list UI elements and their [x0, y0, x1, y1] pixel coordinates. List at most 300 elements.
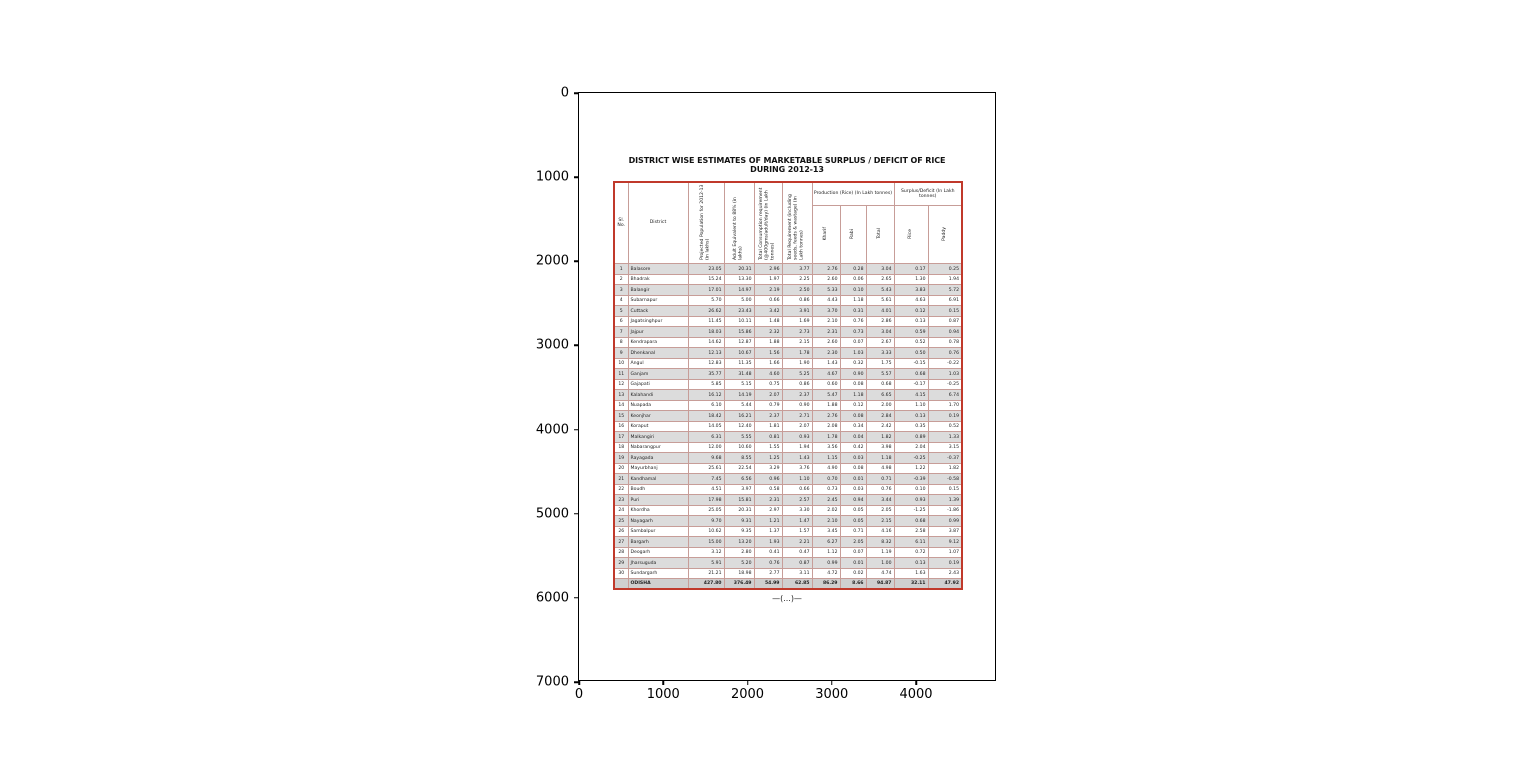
table-row [614, 295, 962, 306]
value-cell: 1.43 [812, 358, 840, 369]
value-cell: 2.37 [782, 390, 812, 401]
value-cell: 0.01 [840, 474, 866, 485]
district-cell: Balasore [628, 264, 688, 275]
value-cell: 0.76 [754, 558, 782, 569]
table-row [614, 568, 962, 579]
value-cell: 0.93 [782, 432, 812, 443]
col-header-total-consumption [754, 182, 782, 264]
value-cell: 1.97 [754, 274, 782, 285]
table-row [614, 369, 962, 380]
value-cell: 3.98 [866, 442, 894, 453]
table-row [614, 274, 962, 285]
value-cell: 14.97 [724, 285, 754, 296]
value-cell: 4.16 [866, 526, 894, 537]
value-cell: 19 [614, 453, 628, 464]
value-cell: 2.32 [754, 327, 782, 338]
value-cell: 3.12 [688, 547, 724, 558]
value-cell: 2.80 [724, 547, 754, 558]
table-header [614, 182, 962, 264]
value-cell: 0.71 [866, 474, 894, 485]
value-cell: 13 [614, 390, 628, 401]
value-cell: 3.45 [812, 526, 840, 537]
value-cell: -1.86 [928, 505, 962, 516]
value-cell: 8.55 [724, 453, 754, 464]
value-cell: 10.67 [724, 348, 754, 359]
value-cell: 0.87 [782, 558, 812, 569]
district-cell: Sundargarh [628, 568, 688, 579]
value-cell: 28 [614, 547, 628, 558]
value-cell: 4.67 [812, 369, 840, 380]
x-tick-mark [578, 680, 580, 685]
value-cell: 1.00 [866, 558, 894, 569]
table-row [614, 547, 962, 558]
value-cell: 0.05 [840, 516, 866, 527]
value-cell: 2.37 [754, 411, 782, 422]
value-cell: 0.76 [840, 316, 866, 327]
table-row [614, 358, 962, 369]
col-header-rabi-label: Rabi [850, 228, 856, 239]
value-cell: 1.88 [754, 337, 782, 348]
value-cell: 2.25 [782, 274, 812, 285]
value-cell: 2.67 [866, 337, 894, 348]
table-row [614, 306, 962, 317]
value-cell: 20 [614, 463, 628, 474]
value-cell: 15.00 [688, 537, 724, 548]
value-cell: 9.68 [688, 453, 724, 464]
district-cell: Puri [628, 495, 688, 506]
value-cell: 2 [614, 274, 628, 285]
value-cell: 7 [614, 327, 628, 338]
value-cell: 2.73 [782, 327, 812, 338]
value-cell: 0.32 [840, 358, 866, 369]
value-cell: 27 [614, 537, 628, 548]
value-cell: 11.45 [688, 316, 724, 327]
value-cell: 1.37 [754, 526, 782, 537]
y-tick-label: 6000 [535, 590, 569, 606]
value-cell: 1.12 [812, 547, 840, 558]
value-cell: 1.19 [866, 547, 894, 558]
value-cell: 26.62 [688, 306, 724, 317]
value-cell: 0.79 [754, 400, 782, 411]
value-cell: 5.61 [866, 295, 894, 306]
value-cell: 32.11 [894, 579, 928, 590]
value-cell: 2.77 [754, 568, 782, 579]
value-cell: 8.32 [866, 537, 894, 548]
x-tick-label: 3000 [815, 687, 849, 702]
value-cell: 3.29 [754, 463, 782, 474]
district-cell: Subarnapur [628, 295, 688, 306]
value-cell: 16.12 [688, 390, 724, 401]
value-cell: 15.81 [724, 495, 754, 506]
value-cell: 4 [614, 295, 628, 306]
value-cell: 54.99 [754, 579, 782, 590]
value-cell: 0.58 [754, 484, 782, 495]
value-cell: 0.59 [894, 327, 928, 338]
value-cell: -0.25 [928, 379, 962, 390]
col-header-kharif [812, 206, 840, 264]
value-cell: 2.45 [812, 495, 840, 506]
y-tick-label: 2000 [535, 253, 569, 269]
value-cell: 26 [614, 526, 628, 537]
col-header-rice [894, 206, 928, 264]
y-tick-label: 3000 [535, 337, 569, 353]
value-cell: 10.62 [688, 526, 724, 537]
value-cell: 1.10 [782, 474, 812, 485]
value-cell: 0.12 [840, 400, 866, 411]
district-cell: Angul [628, 358, 688, 369]
value-cell: 0.07 [840, 337, 866, 348]
table-row [614, 484, 962, 495]
value-cell: 8 [614, 337, 628, 348]
district-cell: Kandhamal [628, 474, 688, 485]
value-cell: 6.91 [928, 295, 962, 306]
value-cell: 0.13 [894, 411, 928, 422]
value-cell: 3.76 [782, 463, 812, 474]
value-cell: 47.92 [928, 579, 962, 590]
district-cell: Jajpur [628, 327, 688, 338]
value-cell: 427.80 [688, 579, 724, 590]
col-header-total-requirement-label: Total Requirement (including seeds, feeds & wastage) (in Lakh tonnes) [788, 193, 805, 260]
y-tick-mark [574, 429, 579, 431]
district-cell: Rayagada [628, 453, 688, 464]
value-cell: 18.03 [688, 327, 724, 338]
value-cell: 376.49 [724, 579, 754, 590]
value-cell: 0.12 [894, 306, 928, 317]
value-cell: 1.88 [812, 400, 840, 411]
x-tick-mark [747, 680, 749, 685]
value-cell: 2.97 [754, 505, 782, 516]
value-cell: 14.05 [688, 421, 724, 432]
value-cell: -0.22 [928, 358, 962, 369]
value-cell: 62.85 [782, 579, 812, 590]
value-cell: 0.08 [840, 379, 866, 390]
value-cell: 12.40 [724, 421, 754, 432]
value-cell: 3.42 [754, 306, 782, 317]
value-cell: 4.43 [812, 295, 840, 306]
district-cell: Koraput [628, 421, 688, 432]
district-cell: Dhenkanal [628, 348, 688, 359]
value-cell: 9.70 [688, 516, 724, 527]
value-cell: 3.77 [782, 264, 812, 275]
value-cell: 3.56 [812, 442, 840, 453]
value-cell: 0.19 [928, 411, 962, 422]
value-cell: 4.63 [894, 295, 928, 306]
value-cell: 14.62 [688, 337, 724, 348]
value-cell: -0.17 [894, 379, 928, 390]
value-cell: 1 [614, 264, 628, 275]
value-cell: 2.05 [866, 505, 894, 516]
y-tick-label: 1000 [535, 169, 569, 185]
value-cell: 5.25 [782, 369, 812, 380]
table-row [614, 411, 962, 422]
col-header-projected-population [688, 182, 724, 264]
value-cell: 1.63 [894, 568, 928, 579]
value-cell: 25.61 [688, 463, 724, 474]
value-cell: 23 [614, 495, 628, 506]
value-cell: 0.78 [928, 337, 962, 348]
value-cell: 1.21 [754, 516, 782, 527]
value-cell: 3.70 [812, 306, 840, 317]
district-cell: Khordha [628, 505, 688, 516]
value-cell: 3 [614, 285, 628, 296]
table-body [614, 264, 962, 590]
value-cell: 2.07 [754, 390, 782, 401]
table-row [614, 453, 962, 464]
value-cell: 2.10 [812, 316, 840, 327]
value-cell: 10.60 [724, 442, 754, 453]
table-row [614, 526, 962, 537]
value-cell: 3.44 [866, 495, 894, 506]
value-cell: 0.70 [812, 474, 840, 485]
value-cell: 0.42 [840, 442, 866, 453]
value-cell: 1.57 [782, 526, 812, 537]
value-cell: 0.76 [928, 348, 962, 359]
value-cell: 29 [614, 558, 628, 569]
value-cell: 1.18 [866, 453, 894, 464]
value-cell: 3.04 [866, 264, 894, 275]
value-cell: 2.04 [894, 442, 928, 453]
value-cell: 12.87 [724, 337, 754, 348]
value-cell: 1.78 [812, 432, 840, 443]
table-row [614, 400, 962, 411]
col-header-total [866, 206, 894, 264]
district-cell: Ganjam [628, 369, 688, 380]
value-cell: 22 [614, 484, 628, 495]
table-row [614, 379, 962, 390]
value-cell: 5.33 [812, 285, 840, 296]
value-cell: 0.50 [894, 348, 928, 359]
value-cell: 15.86 [724, 327, 754, 338]
value-cell: 0.17 [894, 264, 928, 275]
value-cell: 0.90 [840, 369, 866, 380]
value-cell: 5.85 [688, 379, 724, 390]
value-cell: 9.12 [928, 537, 962, 548]
value-cell: 15 [614, 411, 628, 422]
value-cell: 0.05 [840, 505, 866, 516]
value-cell: 3.97 [724, 484, 754, 495]
value-cell: 0.86 [782, 379, 812, 390]
value-cell: 3.83 [894, 285, 928, 296]
value-cell: 0.86 [782, 295, 812, 306]
value-cell: 0.08 [840, 411, 866, 422]
x-tick-label: 4000 [899, 687, 933, 702]
value-cell: 5.57 [866, 369, 894, 380]
table-row [614, 316, 962, 327]
col-header-district [628, 182, 688, 264]
value-cell: 1.90 [782, 358, 812, 369]
value-cell: 0.13 [894, 316, 928, 327]
table-row [614, 421, 962, 432]
value-cell: 2.07 [782, 421, 812, 432]
value-cell: 0.99 [928, 516, 962, 527]
value-cell: 12 [614, 379, 628, 390]
footer-mark: —(...)— [772, 594, 802, 604]
value-cell: 5.72 [928, 285, 962, 296]
value-cell: 0.94 [840, 495, 866, 506]
value-cell: 4.60 [754, 369, 782, 380]
value-cell: 0.35 [894, 421, 928, 432]
district-cell: Gajapati [628, 379, 688, 390]
value-cell: 6.74 [928, 390, 962, 401]
value-cell: 2.31 [812, 327, 840, 338]
col-header-surplus-deficit-group: Surplus/Deficit (In Lakh tonnes) [894, 182, 962, 206]
value-cell: 0.19 [928, 558, 962, 569]
y-tick-label: 0 [560, 85, 569, 101]
value-cell: 5.70 [688, 295, 724, 306]
col-header-paddy-label: Paddy [941, 226, 947, 241]
y-tick-mark [574, 345, 579, 347]
x-tick-label: 1000 [646, 687, 680, 702]
value-cell: 10 [614, 358, 628, 369]
district-cell: Jagatsinghpur [628, 316, 688, 327]
value-cell: 0.13 [894, 558, 928, 569]
value-cell: 6.11 [894, 537, 928, 548]
y-tick-label: 4000 [535, 422, 569, 438]
value-cell: 4.15 [894, 390, 928, 401]
table-row [614, 327, 962, 338]
value-cell: 0.31 [840, 306, 866, 317]
x-tick-mark [663, 680, 665, 685]
value-cell: 0.76 [866, 484, 894, 495]
col-header-total-label: Total [877, 228, 883, 239]
value-cell: 21.21 [688, 568, 724, 579]
district-cell: ODISHA [628, 579, 688, 590]
value-cell: 1.69 [782, 316, 812, 327]
value-cell: 2.84 [866, 411, 894, 422]
value-cell: 3.30 [782, 505, 812, 516]
rice-surplus-table [613, 181, 963, 591]
value-cell: 0.89 [894, 432, 928, 443]
col-header-paddy [928, 206, 962, 264]
value-cell: 21 [614, 474, 628, 485]
col-header-district-label: District [649, 220, 667, 226]
value-cell: 2.57 [782, 495, 812, 506]
value-cell: 5.15 [724, 379, 754, 390]
value-cell: 18.98 [724, 568, 754, 579]
district-cell: Kalahandi [628, 390, 688, 401]
value-cell: 0.10 [840, 285, 866, 296]
district-cell: Balangir [628, 285, 688, 296]
district-cell: Mayurbhanj [628, 463, 688, 474]
district-cell: Cuttack [628, 306, 688, 317]
col-header-total-requirement [782, 182, 812, 264]
value-cell: 1.55 [754, 442, 782, 453]
value-cell: 6.56 [724, 474, 754, 485]
value-cell: 1.47 [782, 516, 812, 527]
value-cell: 0.66 [782, 484, 812, 495]
value-cell: 17.98 [688, 495, 724, 506]
value-cell: -1.25 [894, 505, 928, 516]
value-cell: 17.01 [688, 285, 724, 296]
value-cell: 13.20 [724, 537, 754, 548]
value-cell: 1.30 [894, 274, 928, 285]
value-cell: 4.98 [866, 463, 894, 474]
value-cell: 0.52 [928, 421, 962, 432]
value-cell: 11 [614, 369, 628, 380]
value-cell: 0.72 [894, 547, 928, 558]
value-cell: 0.06 [840, 274, 866, 285]
value-cell: 2.05 [840, 537, 866, 548]
value-cell: 1.03 [928, 369, 962, 380]
y-tick-mark [574, 261, 579, 263]
value-cell: 2.60 [812, 274, 840, 285]
value-cell: 1.10 [894, 400, 928, 411]
value-cell: 2.10 [812, 516, 840, 527]
value-cell: 2.30 [812, 348, 840, 359]
table-row [614, 337, 962, 348]
value-cell: 2.50 [782, 285, 812, 296]
value-cell: 11.35 [724, 358, 754, 369]
district-cell: Malkangiri [628, 432, 688, 443]
value-cell: 14.19 [724, 390, 754, 401]
value-cell: 1.07 [928, 547, 962, 558]
value-cell: 5.43 [866, 285, 894, 296]
table-row [614, 495, 962, 506]
value-cell: 0.93 [894, 495, 928, 506]
table-row [614, 390, 962, 401]
value-cell: 0.02 [840, 568, 866, 579]
value-cell: 5.91 [688, 558, 724, 569]
value-cell: 0.03 [840, 453, 866, 464]
district-cell: Nabarangpur [628, 442, 688, 453]
value-cell: 0.15 [928, 484, 962, 495]
value-cell: 0.10 [894, 484, 928, 495]
value-cell: 6.10 [688, 400, 724, 411]
value-cell: 17 [614, 432, 628, 443]
value-cell: 10.11 [724, 316, 754, 327]
value-cell: 2.96 [754, 264, 782, 275]
col-header-projected-population-label: Projected Population for 2012-13 (in lakhs) [700, 184, 711, 260]
value-cell: 2.43 [928, 568, 962, 579]
value-cell: 5.55 [724, 432, 754, 443]
value-cell: 2.19 [754, 285, 782, 296]
y-tick-label: 5000 [535, 506, 569, 522]
value-cell: 2.15 [866, 516, 894, 527]
value-cell: 0.71 [840, 526, 866, 537]
value-cell: 3.04 [866, 327, 894, 338]
value-cell: 0.60 [812, 379, 840, 390]
col-header-adult-equivalent-label: Adult Equivalent to 88% (in lakhs) [733, 196, 744, 260]
value-cell: 1.66 [754, 358, 782, 369]
value-cell: 9.31 [724, 516, 754, 527]
value-cell: 0.68 [866, 379, 894, 390]
value-cell: -0.39 [894, 474, 928, 485]
value-cell: 86.29 [812, 579, 840, 590]
value-cell: 23.43 [724, 306, 754, 317]
value-cell: 7.45 [688, 474, 724, 485]
value-cell: 3.87 [928, 526, 962, 537]
value-cell: 18 [614, 442, 628, 453]
district-cell: Jharsuguda [628, 558, 688, 569]
value-cell: 2.60 [812, 337, 840, 348]
value-cell: 3.91 [782, 306, 812, 317]
value-cell: 0.68 [894, 369, 928, 380]
value-cell: 1.93 [754, 537, 782, 548]
value-cell: 0.66 [754, 295, 782, 306]
value-cell: 15.24 [688, 274, 724, 285]
value-cell: -0.58 [928, 474, 962, 485]
figure-subtitle: DURING 2012-13 [750, 165, 824, 175]
value-cell: 1.39 [928, 495, 962, 506]
value-cell: 0.96 [754, 474, 782, 485]
x-tick-label: 0 [574, 687, 584, 702]
value-cell: 0.99 [812, 558, 840, 569]
district-cell: Keonjhar [628, 411, 688, 422]
value-cell: -0.37 [928, 453, 962, 464]
value-cell: 6 [614, 316, 628, 327]
value-cell: 1.56 [754, 348, 782, 359]
value-cell: 0.75 [754, 379, 782, 390]
